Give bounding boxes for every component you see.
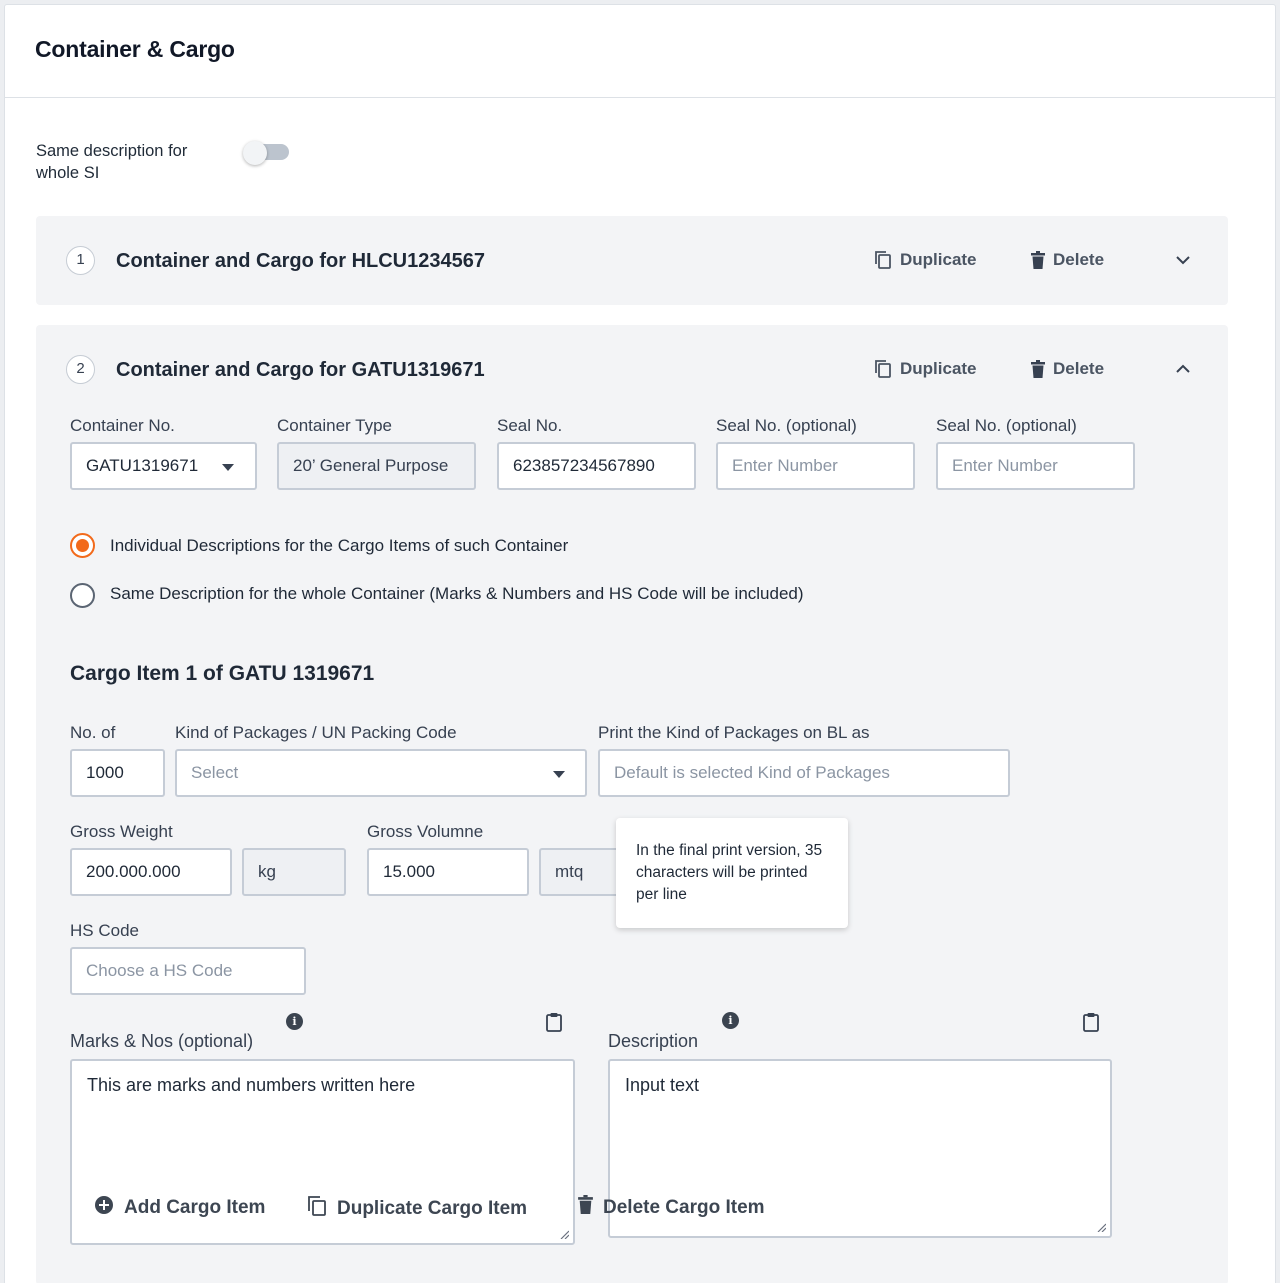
toggle-knob (243, 141, 267, 165)
seal-no-label: Seal No. (497, 416, 563, 435)
card-header (5, 5, 1275, 98)
delete-cargo-item-button[interactable] (578, 1195, 765, 1220)
container-no-value: GATU1319671 (86, 456, 199, 475)
chevron-up-icon[interactable] (1173, 359, 1193, 379)
container-panel-1 (36, 216, 1228, 305)
individual-description-radio-label: Individual Descriptions for the Cargo Items of such Container (110, 536, 569, 555)
gross-volume-unit: mtq (539, 848, 643, 896)
seal-no-optional-input-2[interactable]: Enter Number (936, 442, 1135, 490)
add-cargo-item-label: Add Cargo Item (124, 1197, 266, 1218)
duplicate-cargo-item-label: Duplicate Cargo Item (337, 1198, 528, 1219)
add-cargo-item-button[interactable] (94, 1195, 265, 1221)
container-type-field: 20’ General Purpose (277, 442, 476, 490)
clipboard-icon[interactable] (545, 1012, 563, 1032)
step-number-2: 2 (66, 355, 95, 384)
trash-icon (1031, 251, 1045, 269)
individual-description-radio[interactable] (70, 533, 95, 558)
print-length-tooltip: In the final print version, 35 characters will be printed per line (616, 818, 848, 928)
gross-weight-label: Gross Weight (70, 822, 173, 841)
description-text: Input text (625, 1075, 700, 1095)
info-icon[interactable]: i (722, 1012, 739, 1029)
container-no-label: Container No. (70, 416, 175, 435)
container-no-select[interactable] (70, 442, 257, 490)
info-icon[interactable]: i (286, 1013, 303, 1030)
hs-code-input[interactable]: Choose a HS Code (70, 947, 306, 995)
duplicate-container-button-1[interactable] (874, 250, 977, 270)
no-of-input[interactable]: 1000 (70, 749, 165, 797)
kind-of-packages-select[interactable] (175, 749, 587, 797)
marks-label: Marks & Nos (optional) (70, 1031, 254, 1051)
trash-icon (1031, 360, 1045, 378)
delete-container-button-1[interactable] (1031, 250, 1104, 270)
gross-weight-unit: kg (242, 848, 346, 896)
delete-label: Delete (1053, 359, 1105, 378)
page-title: Container & Cargo (35, 36, 235, 62)
container-panel-title-1: Container and Cargo for HLCU1234567 (116, 250, 485, 272)
caret-down-icon (222, 464, 234, 471)
kind-of-packages-placeholder: Select (191, 763, 239, 782)
description-label: Description (608, 1031, 699, 1051)
caret-down-icon (553, 771, 565, 778)
hs-code-label: HS Code (70, 921, 139, 940)
print-kind-label: Print the Kind of Packages on BL as (598, 723, 870, 742)
no-of-label: No. of (70, 723, 116, 742)
delete-label: Delete (1053, 250, 1105, 269)
copy-icon (874, 250, 892, 270)
seal-no-input[interactable]: 623857234567890 (497, 442, 696, 490)
duplicate-label: Duplicate (900, 250, 977, 269)
seal-no-optional-input-1[interactable]: Enter Number (716, 442, 915, 490)
same-description-radio[interactable] (70, 583, 95, 608)
cargo-item-title: Cargo Item 1 of GATU 1319671 (70, 662, 375, 685)
trash-icon (578, 1195, 593, 1220)
gross-volume-input[interactable]: 15.000 (367, 848, 529, 896)
same-description-toggle-label: Same description for whole SI (36, 142, 188, 182)
gross-weight-input[interactable]: 200.000.000 (70, 848, 232, 896)
duplicate-container-button-2[interactable] (874, 359, 977, 379)
container-panel-title-2: Container and Cargo for GATU1319671 (116, 359, 485, 381)
delete-container-button-2[interactable] (1031, 359, 1104, 379)
delete-cargo-item-label: Delete Cargo Item (603, 1196, 765, 1218)
seal-no-optional-label-2: Seal No. (optional) (936, 416, 1077, 435)
container-type-label: Container Type (277, 416, 392, 435)
same-description-radio-label: Same Description for the whole Container (Marks & Numbers and HS Code will be included) (110, 584, 804, 603)
kind-of-packages-label: Kind of Packages / UN Packing Code (175, 723, 457, 742)
marks-text: This are marks and numbers written here (87, 1075, 416, 1095)
seal-no-optional-label-1: Seal No. (optional) (716, 416, 857, 435)
same-description-toggle[interactable] (243, 141, 291, 163)
step-number-1: 1 (66, 246, 95, 275)
plus-circle-icon (94, 1195, 114, 1221)
resize-handle-icon[interactable] (1096, 1222, 1106, 1232)
print-kind-input[interactable]: Default is selected Kind of Packages (598, 749, 1010, 797)
duplicate-label: Duplicate (900, 359, 977, 378)
copy-icon (307, 1195, 327, 1223)
resize-handle-icon[interactable] (559, 1229, 569, 1239)
clipboard-icon[interactable] (1082, 1012, 1100, 1032)
chevron-down-icon[interactable] (1173, 250, 1193, 270)
copy-icon (874, 359, 892, 379)
gross-volume-label: Gross Volumne (367, 822, 484, 841)
duplicate-cargo-item-button[interactable] (307, 1195, 527, 1223)
